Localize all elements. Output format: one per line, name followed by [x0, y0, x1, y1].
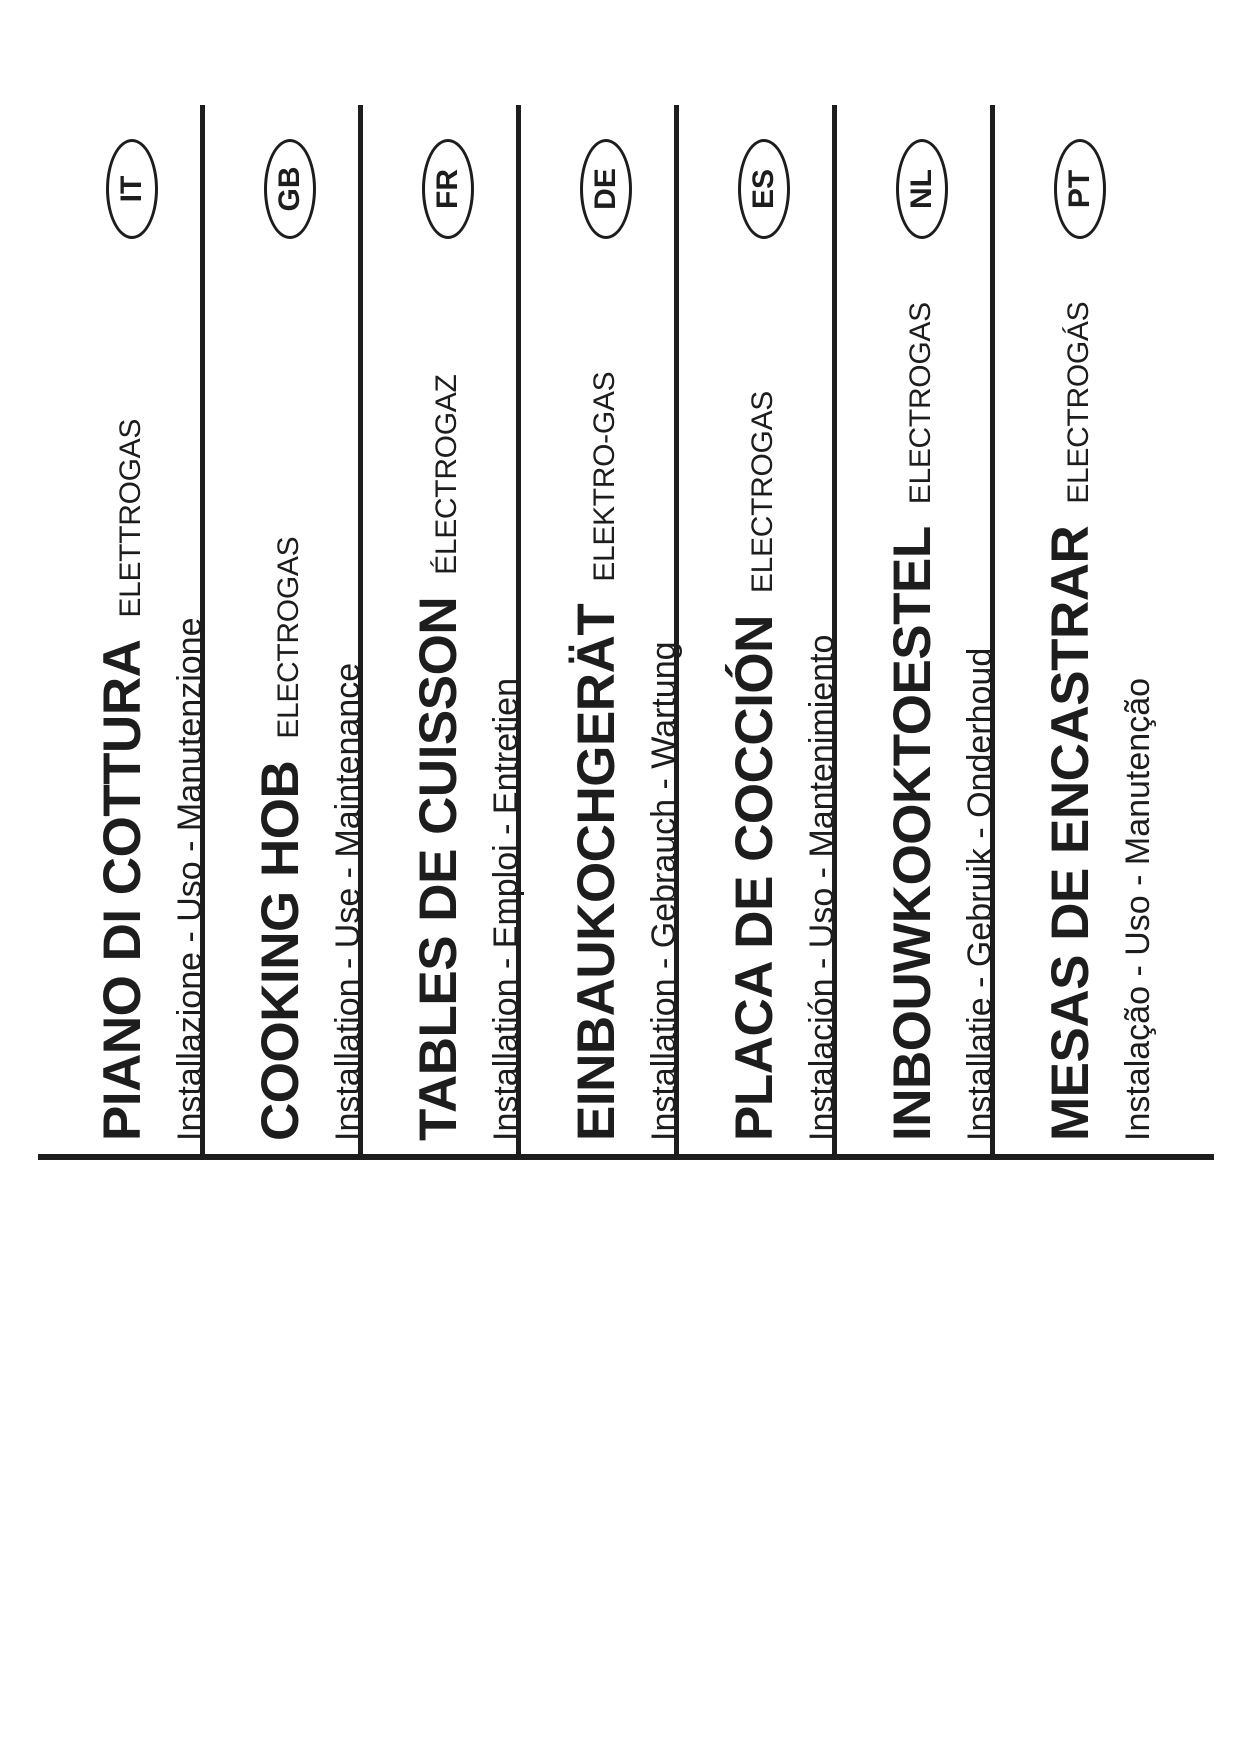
language-badge: FR: [422, 139, 474, 239]
language-badge: NL: [896, 139, 948, 239]
section-title: EINBAUKOCHGERÄT: [567, 603, 626, 1141]
section-title: PIANO DI COTTURA: [93, 639, 152, 1141]
section-heading: [882, 302, 944, 1141]
section-usage: Instalação - Uso - Manutenção: [1119, 677, 1157, 1141]
section-subtitle: ELECTROGÁS: [1062, 301, 1095, 504]
section-heading: [250, 537, 312, 1141]
section-usage: Installation - Use - Maintenance: [329, 662, 367, 1141]
section-subtitle: ELECTROGAS: [272, 536, 305, 739]
section-title: TABLES DE CUISSON: [409, 596, 468, 1141]
section-usage: Installatie - Gebruik - Onderhoud: [961, 647, 999, 1141]
section-usage: Instalación - Uso - Mantenimiento: [803, 634, 841, 1141]
section-de: [558, 105, 716, 1159]
section-heading: [408, 375, 470, 1142]
section-es: [716, 105, 874, 1159]
section-gb: [242, 105, 400, 1159]
section-nl: [874, 105, 1032, 1159]
language-badge: DE: [580, 139, 632, 239]
section-subtitle: ELECTROGAS: [904, 302, 937, 505]
section-title: COOKING HOB: [251, 760, 310, 1141]
section-title: MESAS DE ENCASTRAR: [1041, 525, 1100, 1141]
section-fr: [400, 105, 558, 1159]
section-subtitle: ELETTROGAS: [114, 418, 147, 618]
section-usage: Installation - Emploi - Entretien: [487, 678, 525, 1141]
section-it: [84, 105, 242, 1159]
language-badge: ES: [738, 139, 790, 239]
section-title: INBOUWKOOKTOESTEL: [883, 526, 942, 1141]
section-pt: [1032, 105, 1190, 1159]
language-badge: IT: [106, 139, 158, 239]
section-subtitle: ÉLECTROGAZ: [430, 374, 463, 575]
language-badge: GB: [264, 139, 316, 239]
section-usage: Installation - Gebrauch - Wartung: [645, 641, 683, 1141]
section-usage: Installazione - Uso - Manutenzione: [171, 617, 209, 1141]
section-subtitle: ELEKTRO-GAS: [588, 371, 621, 582]
language-badge: PT: [1054, 139, 1106, 239]
section-subtitle: ELECTROGAS: [746, 391, 779, 594]
section-heading: [566, 372, 628, 1141]
section-heading: [1040, 302, 1102, 1141]
section-heading: [92, 419, 154, 1141]
section-heading: [724, 391, 786, 1141]
section-title: PLACA DE COCCIÓN: [725, 615, 784, 1141]
